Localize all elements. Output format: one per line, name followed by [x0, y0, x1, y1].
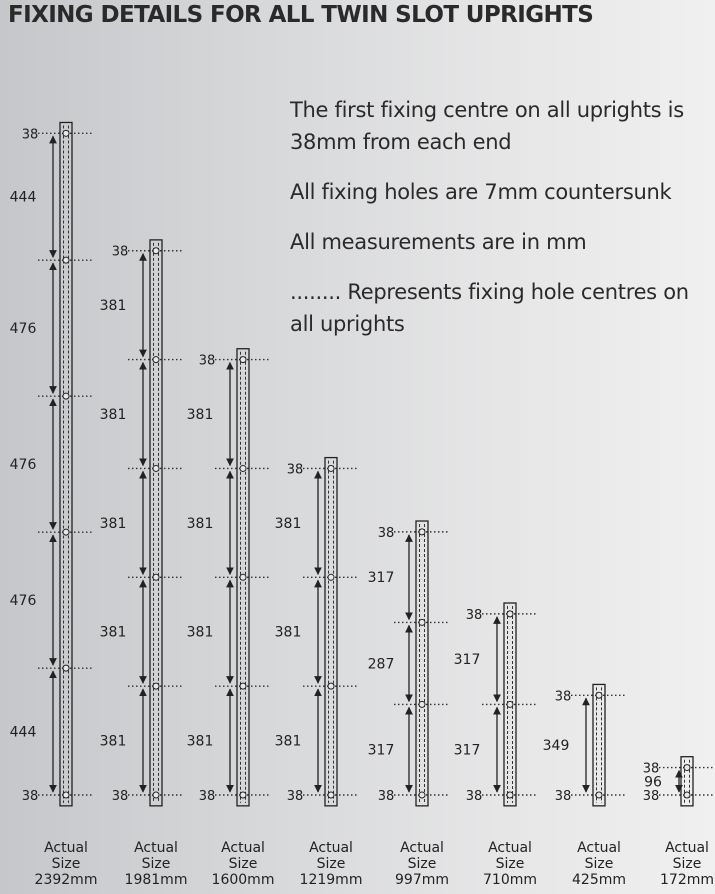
spacing-label: 381	[274, 624, 302, 641]
fixing-hole	[63, 529, 69, 535]
upright-caption	[31, 840, 101, 888]
fixing-hole	[153, 574, 159, 580]
spacing-label: 287	[367, 656, 395, 673]
end-label-bottom: 38	[554, 789, 572, 804]
spacing-label: 381	[274, 515, 302, 532]
upright-3	[187, 349, 271, 806]
fixing-hole	[419, 792, 425, 798]
fixing-hole	[419, 619, 425, 625]
end-label-bottom: 38	[286, 789, 304, 804]
upright-bar	[593, 684, 605, 805]
spacing-label: 317	[453, 742, 481, 759]
upright-8	[643, 757, 715, 806]
fixing-hole	[328, 465, 334, 471]
note-units: All measurements are in mm	[290, 230, 587, 254]
fixing-hole	[63, 130, 69, 136]
end-label-bottom: 38	[21, 789, 39, 804]
note-dotted-legend: ........ Represents fixing hole centres on all uprights	[290, 280, 689, 336]
fixing-hole	[684, 765, 690, 771]
end-label-top: 38	[198, 353, 216, 369]
upright-2	[100, 240, 184, 806]
caption-length: 172mm	[660, 872, 714, 888]
upright-caption	[208, 840, 278, 888]
fixing-hole	[507, 701, 513, 707]
end-label-bottom: 38	[198, 789, 216, 804]
caption-length: 1600mm	[211, 872, 275, 888]
fixing-hole	[63, 792, 69, 798]
fixing-hole	[684, 792, 690, 798]
spacing-label: 349	[542, 738, 570, 755]
fixing-hole	[153, 683, 159, 689]
upright-caption	[387, 840, 457, 888]
spacing-label: 444	[9, 189, 37, 206]
spacing-label: 381	[186, 624, 214, 641]
upright-bar	[150, 240, 162, 806]
caption-actual: Actual	[44, 840, 88, 856]
caption-actual: Actual	[577, 840, 621, 856]
caption-length: 1219mm	[299, 872, 363, 888]
end-label-top: 38	[286, 462, 304, 478]
spacing-label: 381	[99, 407, 127, 424]
end-label-bottom: 38	[111, 789, 129, 804]
end-label-top: 38	[111, 244, 129, 260]
spacing-label: 381	[186, 515, 214, 532]
upright-bar	[325, 458, 337, 806]
fixing-hole	[63, 257, 69, 263]
fixing-hole	[240, 357, 246, 363]
fixing-hole	[328, 574, 334, 580]
fixing-hole	[153, 792, 159, 798]
upright-5	[368, 521, 450, 806]
fixing-hole	[596, 692, 602, 698]
caption-length: 425mm	[572, 872, 626, 888]
fixing-hole	[596, 792, 602, 798]
spacing-label: 381	[186, 733, 214, 750]
fixing-hole	[328, 683, 334, 689]
spacing-label: 476	[9, 593, 37, 610]
upright-7	[543, 684, 627, 805]
fixing-hole	[240, 465, 246, 471]
upright-6	[454, 603, 538, 806]
spacing-label: 444	[9, 724, 37, 741]
caption-actual: Actual	[309, 840, 353, 856]
end-label-top: 38	[465, 607, 483, 623]
caption-actual: Actual	[221, 840, 265, 856]
fixing-hole	[63, 393, 69, 399]
fixing-hole	[153, 465, 159, 471]
caption-length: 1981mm	[124, 872, 188, 888]
fixing-hole	[419, 529, 425, 535]
caption-actual: Actual	[134, 840, 178, 856]
caption-size: Size	[407, 856, 437, 872]
spacing-label: 381	[274, 733, 302, 750]
caption-size: Size	[672, 856, 702, 872]
upright-caption	[652, 840, 715, 888]
spacing-label: 317	[453, 652, 481, 669]
caption-length: 997mm	[395, 872, 449, 888]
caption-size: Size	[141, 856, 171, 872]
fixing-hole	[328, 792, 334, 798]
fixing-hole	[153, 248, 159, 254]
caption-size: Size	[228, 856, 258, 872]
end-label-top: 38	[554, 689, 572, 705]
end-label-top: 38	[377, 525, 395, 541]
fixing-hole	[419, 701, 425, 707]
caption-actual: Actual	[665, 840, 709, 856]
caption-size: Size	[495, 856, 525, 872]
fixing-hole	[240, 792, 246, 798]
caption-size: Size	[584, 856, 614, 872]
end-label-top: 38	[21, 127, 39, 143]
spacing-label: 317	[367, 570, 395, 587]
end-label-bottom: 38	[377, 789, 395, 804]
fixing-hole	[507, 611, 513, 617]
caption-length: 2392mm	[34, 872, 98, 888]
fixing-hole	[63, 665, 69, 671]
upright-caption	[564, 840, 634, 888]
spacing-label: 381	[186, 407, 214, 424]
caption-actual: Actual	[488, 840, 532, 856]
upright-4	[275, 458, 359, 806]
fixing-hole	[153, 357, 159, 363]
end-label-bottom: 38	[642, 789, 660, 804]
fixing-hole	[507, 792, 513, 798]
end-label-bottom: 38	[465, 789, 483, 804]
end-label-top: 38	[642, 761, 660, 777]
upright-1	[10, 122, 94, 805]
spacing-label: 381	[99, 515, 127, 532]
caption-length: 710mm	[483, 872, 537, 888]
upright-caption	[121, 840, 191, 888]
spacing-label: 381	[99, 298, 127, 315]
note-first-fixing: The first fixing centre on all uprights is 38mm from each end	[290, 98, 684, 154]
caption-size: Size	[316, 856, 346, 872]
upright-caption	[296, 840, 366, 888]
spacing-label: 381	[99, 733, 127, 750]
fixing-hole	[240, 683, 246, 689]
spacing-label: 381	[99, 624, 127, 641]
spacing-label: 476	[9, 321, 37, 338]
note-countersunk: All fixing holes are 7mm countersunk	[290, 180, 672, 204]
upright-bar	[416, 521, 428, 806]
caption-actual: Actual	[400, 840, 444, 856]
spacing-label: 476	[9, 457, 37, 474]
upright-bar	[60, 122, 72, 805]
spacing-label: 96	[644, 774, 662, 791]
fixing-hole	[240, 574, 246, 580]
upright-caption	[475, 840, 545, 888]
caption-size: Size	[51, 856, 81, 872]
spacing-label: 317	[367, 742, 395, 759]
page-title: FIXING DETAILS FOR ALL TWIN SLOT UPRIGHTS	[8, 2, 594, 28]
